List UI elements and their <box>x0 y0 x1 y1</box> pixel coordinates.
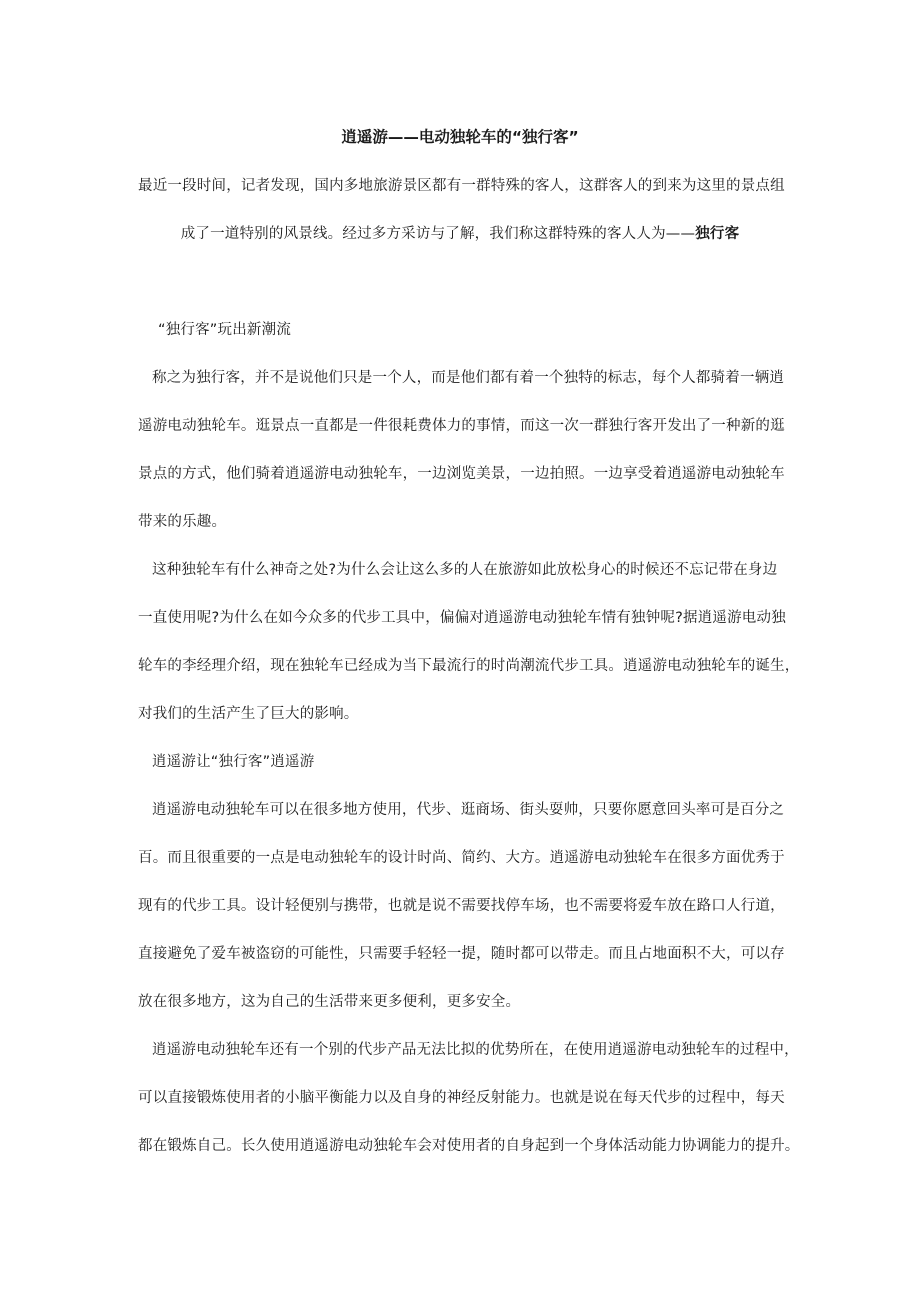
intro-line-1: 最近一段时间，记者发现，国内多地旅游景区都有一群特殊的客人，这群客人的到来为这里的景点组 <box>138 178 785 194</box>
para4-line-3: 都在锻炼自己。长久使用逍遥游电动独轮车会对使用者的自身起到一个身体活动能力协调能力的提升。 <box>138 1138 800 1154</box>
para1-line-1: 称之为独行客，并不是说他们只是一个人，而是他们都有着一个独特的标志，每个人都骑着一辆逍 <box>152 370 785 386</box>
para2-line-2: 一直使用呢?为什么在如今众多的代步工具中，偏偏对逍遥游电动独轮车情有独钟呢?据逍遥游电动独 <box>138 610 786 626</box>
section1-heading: “独行客”玩出新潮流 <box>158 322 292 338</box>
para2-line-3: 轮车的李经理介绍，现在独轮车已经成为当下最流行的时尚潮流代步工具。逍遥游电动独轮车的诞生， <box>138 658 800 674</box>
para2-line-4: 对我们的生活产生了巨大的影响。 <box>138 706 359 722</box>
para3-line-1: 逍遥游电动独轮车可以在很多地方使用，代步、逛商场、街头耍帅，只要你愿意回头率可是百分之 <box>152 802 785 818</box>
para3-line-2: 百。而且很重要的一点是电动独轮车的设计时尚、简约、大方。逍遥游电动独轮车在很多方面优秀于 <box>138 850 785 866</box>
para3-line-5: 放在很多地方，这为自己的生活带来更多便利，更多安全。 <box>138 994 521 1010</box>
intro-highlight: 独行客 <box>695 226 740 242</box>
intro-line-2 <box>0 224 920 244</box>
section2-heading: 逍遥游让“独行客”逍遥游 <box>152 754 315 770</box>
para3-line-4: 直接避免了爱车被盗窃的可能性，只需要手轻轻一提，随时都可以带走。而且占地面积不大，可以存 <box>138 946 785 962</box>
para1-line-3: 景点的方式，他们骑着逍遥游电动独轮车，一边浏览美景，一边拍照。一边享受着逍遥游电动独轮车 <box>138 466 785 482</box>
intro-line-2-text: 成了一道特别的风景线。经过多方采访与了解，我们称这群特殊的客人人为—— <box>180 226 696 242</box>
para2-line-1: 这种独轮车有什么神奇之处?为什么会让这么多的人在旅游如此放松身心的时候还不忘记带在身边 <box>152 562 778 578</box>
para3-line-3: 现有的代步工具。设计轻便别与携带，也就是说不需要找停车场，也不需要将爱车放在路口人行道， <box>138 898 785 914</box>
para4-line-1: 逍遥游电动独轮车还有一个别的代步产品无法比拟的优势所在，在使用逍遥游电动独轮车的过程中， <box>152 1042 799 1058</box>
para1-line-2: 遥游电动独轮车。逛景点一直都是一件很耗费体力的事情，而这一次一群独行客开发出了一种新的逛 <box>138 418 785 434</box>
para4-line-2: 可以直接锻炼使用者的小脑平衡能力以及自身的神经反射能力。也就是说在每天代步的过程中，每天 <box>138 1090 785 1106</box>
para1-line-4: 带来的乐趣。 <box>138 514 227 530</box>
document-title: 逍遥游——电动独轮车的“独行客” <box>341 128 579 146</box>
